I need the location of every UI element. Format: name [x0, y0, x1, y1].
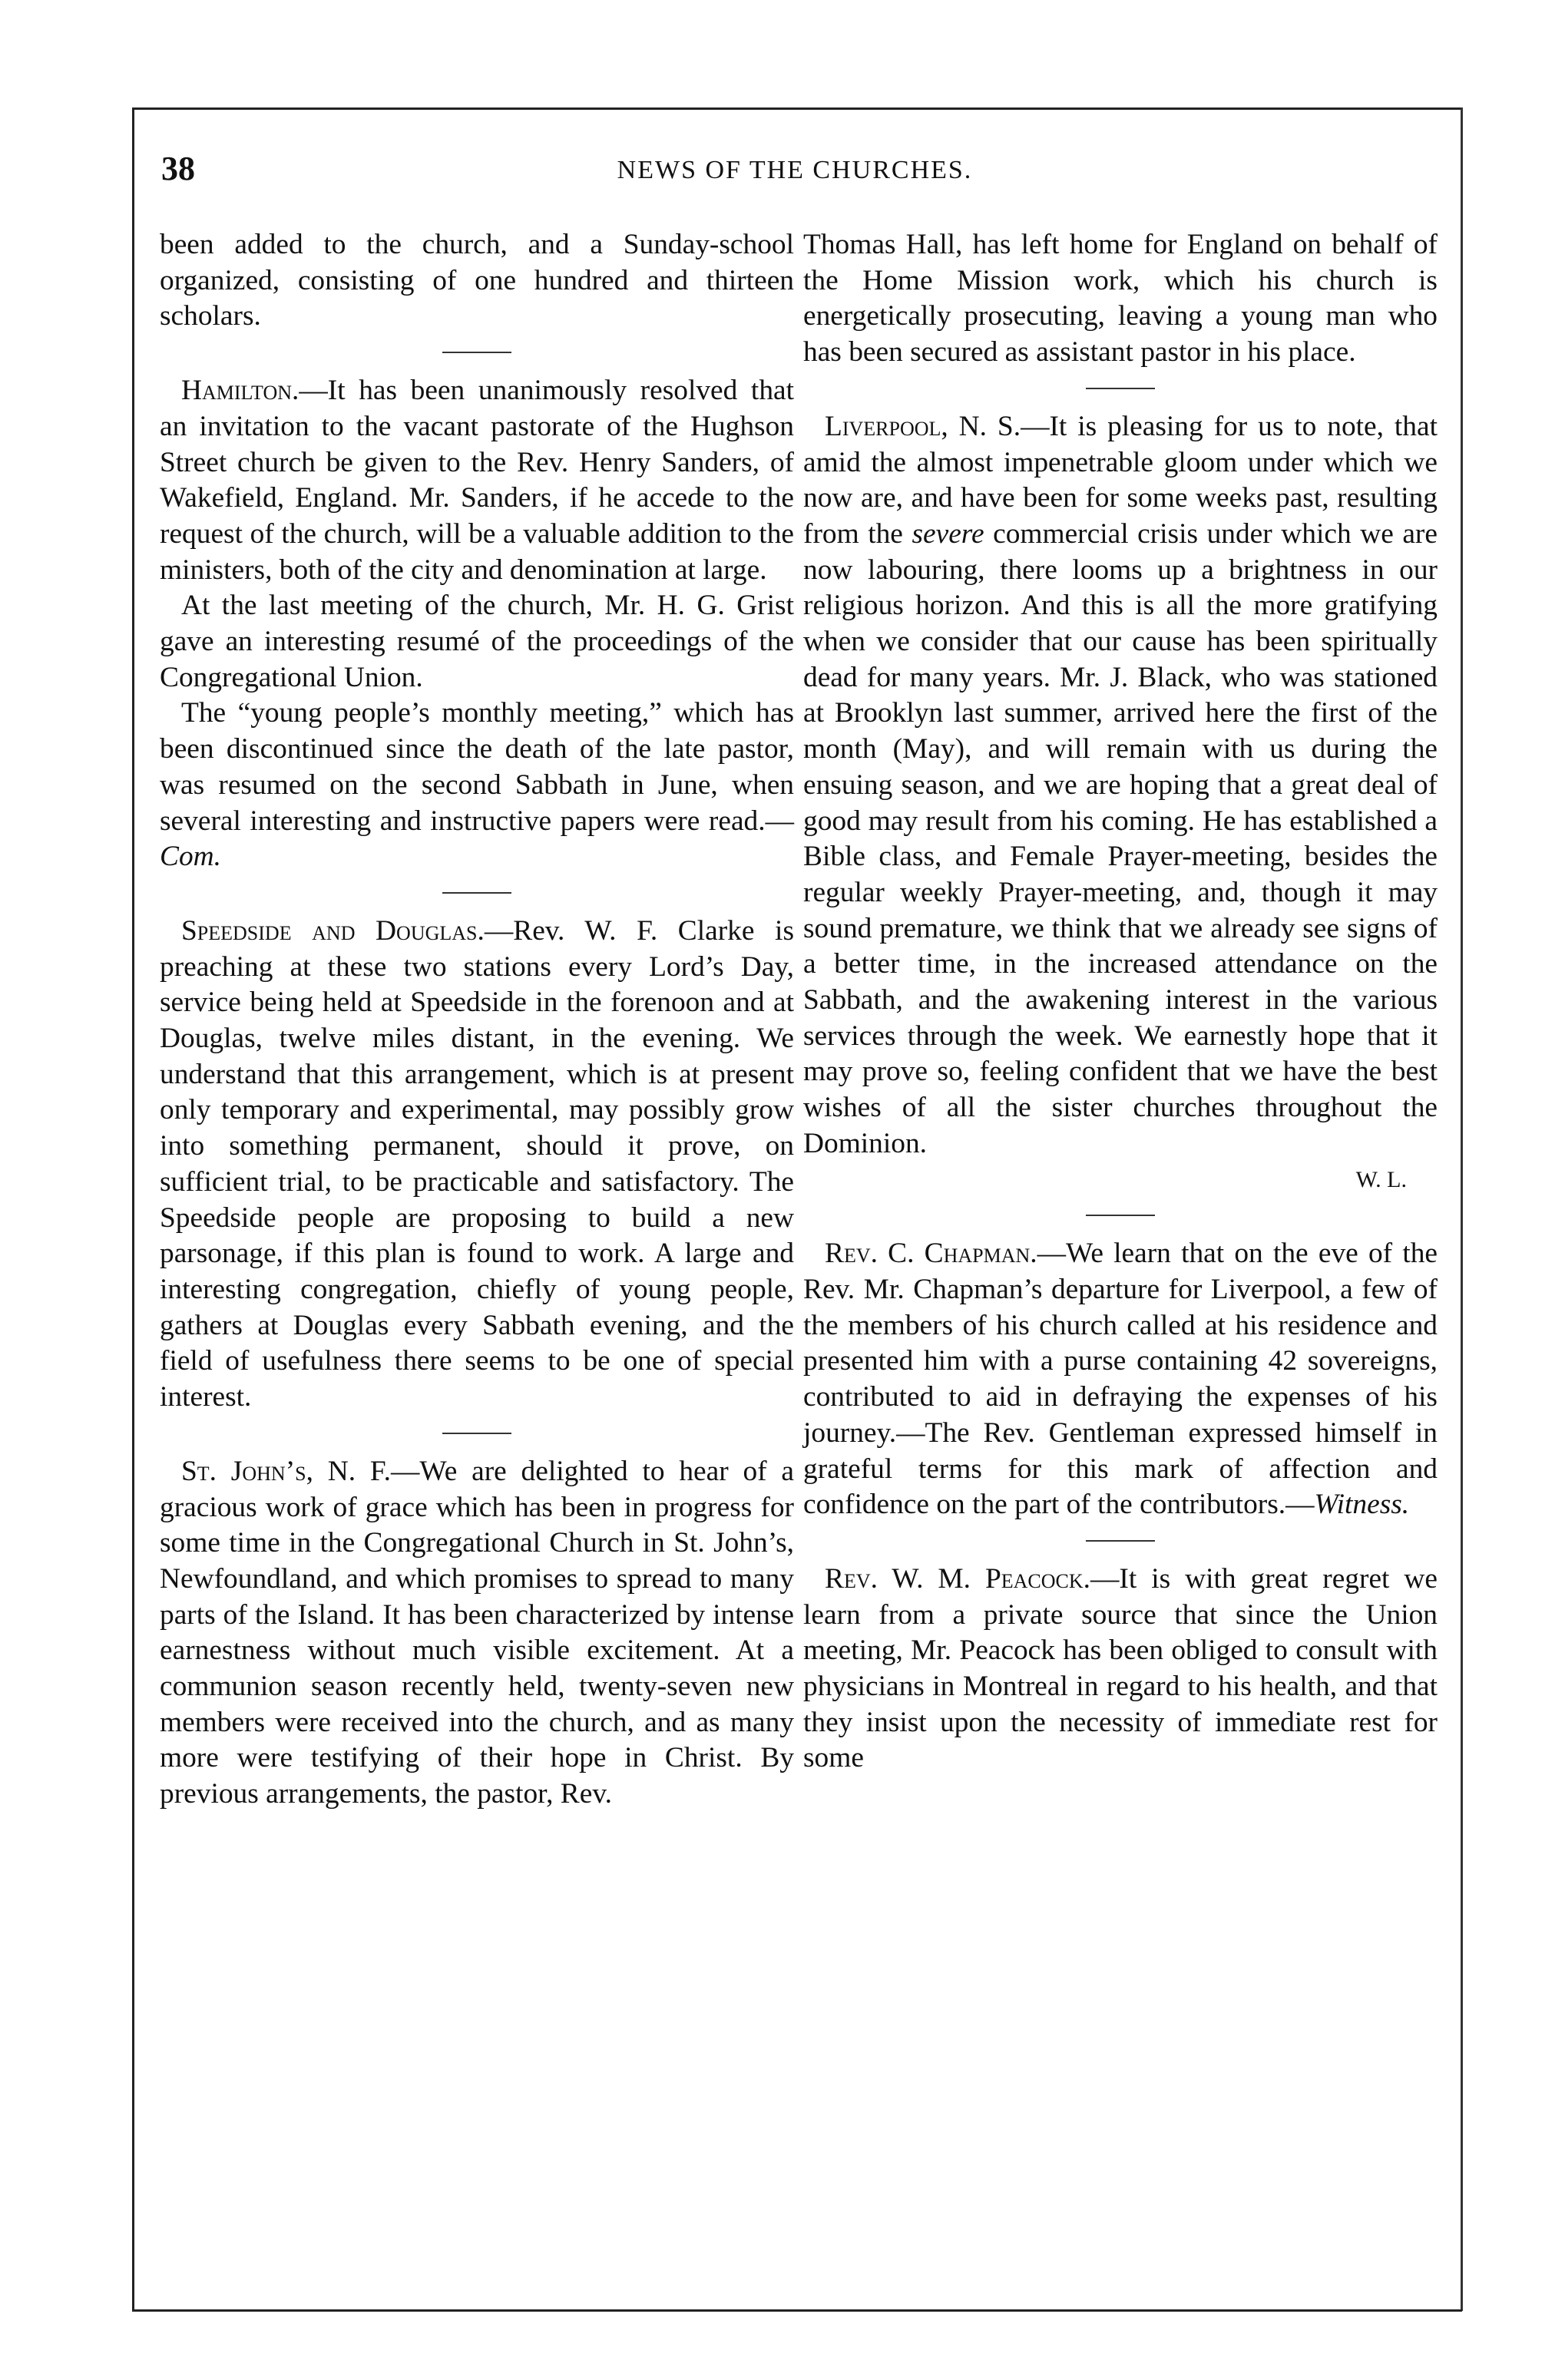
- peacock-heading: Rev. W. M. Peacock.: [825, 1562, 1091, 1595]
- page-border-right: [1461, 107, 1463, 2311]
- hamilton-source: Com.: [160, 841, 221, 873]
- hamilton-paragraph-3: [160, 696, 794, 875]
- left-column: [160, 227, 794, 1813]
- stjohns-paragraph: [160, 1454, 794, 1813]
- peacock-paragraph: [803, 1562, 1438, 1777]
- liverpool-signature: W. L.: [1355, 1166, 1407, 1192]
- chapman-text: —We learn that on the eve of the Rev. Mr. Chapman’s departure for Liverpool, a few of the members of his church called at his residence and presented him with a purse containing 42 sovereigns, contributed to aid in defraying the expenses of his journey.—The Rev. Gentleman expressed himself in grateful terms for this mark of affection and confidence on the part of the contributors.—: [803, 1238, 1438, 1521]
- hamilton-text-3: The “young people’s monthly meeting,” which has been discontinued since the death of the late pastor, was resumed on the second Sabbath in June, when several interesting and instructive papers were read.—: [160, 697, 794, 837]
- hamilton-text: —It has been unanimously resolved that an invitation to the vacant pastorate of the Hughson Street church be given to the Rev. Henry Sanders, of Wakefield, England. Mr. Sanders, if he accede to the request of the church, will be a valuable addition to the ministers, both of the city and denomination at large.: [160, 375, 794, 586]
- liverpool-emphasis: severe: [912, 517, 984, 550]
- page-border-left: [132, 107, 134, 2311]
- right-column: [803, 227, 1438, 1777]
- chapman-heading: Rev. C. Chapman.: [825, 1238, 1037, 1270]
- section-divider: [442, 352, 511, 353]
- hamilton-paragraph-2: At the last meeting of the church, Mr. H. G. Grist gave an interesting resumé of the proceedings of the Congregational Union.: [160, 590, 794, 693]
- section-divider: [1086, 1215, 1155, 1216]
- speedside-heading: Speedside and Douglas.: [181, 914, 485, 947]
- stjohns-heading: St. John’s, N. F.: [181, 1455, 392, 1487]
- section-divider: [442, 892, 511, 894]
- hamilton-paragraph: [160, 373, 794, 588]
- liverpool-heading: Liverpool, N. S.: [825, 410, 1021, 442]
- liverpool-text-a: —It is pleasing for us to note, that amid the almost impenetrable gloom under which we now are, and have been for some weeks past, resulting from the: [803, 410, 1438, 550]
- chapman-source: Witness.: [1314, 1489, 1410, 1521]
- section-divider: [1086, 388, 1155, 389]
- liverpool-text-b: commercial crisis under which we are now labouring, there looms up a brightness in our religious horizon. And this is all the more gratifying when we consider that our cause has been spiritually dead for many years. Mr. J. Black, who was stationed at Brooklyn last summer, arrived here the first of the month (May), and will remain with us during the ensuing season, and we are hoping that a great deal of good may result from his coming. He has established a Bible class, and Female Prayer-meeting, besides the regular weekly Prayer-meeting, and, though it may sound premature, we think that we already see signs of a better time, in the increased attendance on the Sabbath, and the awakening interest in the various services through the week. We earnestly hope that it may prove so, feeling confident that we have the best wishes of all the sister churches throughout the Dominion.: [803, 517, 1438, 1159]
- peacock-text: —It is with great regret we learn from a private source that since the Union meeting, Mr. Peacock has been obliged to consult with physicians in Montreal in regard to his health, and that they insist upon the necessity of immediate rest for some: [803, 1562, 1438, 1774]
- continued-paragraph: Thomas Hall, has left home for England on behalf of the Home Mission work, which his church is energetically prosecuting, leaving a young man who has been secured as assistant pastor in his place.: [803, 229, 1438, 369]
- chapman-paragraph: [803, 1236, 1438, 1523]
- stjohns-text: —We are delighted to hear of a gracious work of grace which has been in progress for some time in the Congregational Church in St. John’s, Newfoundland, and which promises to spread to many parts of the Island. It has been characterized by intense earnestness without much visible excitement. At a communion season recently held, twenty-seven new members were received into the church, and as many more were testifying of their hope in Christ. By previous arrangements, the pastor, Rev.: [160, 1455, 794, 1810]
- speedside-text: —Rev. W. F. Clarke is preaching at these two stations every Lord’s Day, service being held at Speedside in the forenoon and at Douglas, twelve miles distant, in the evening. We understand that this arrangement, which is at present only temporary and experimental, may possibly grow into something permanent, should it prove, on sufficient trial, to be practicable and satisfactory. The Speedside people are proposing to build a new parsonage, if this plan is found to work. A large and interesting congregation, chiefly of young people, gathers at Douglas every Sabbath evening, and the field of usefulness there seems to be one of special interest.: [160, 914, 794, 1413]
- page-number: 38: [161, 150, 195, 187]
- running-title: NEWS OF THE CHURCHES.: [617, 156, 973, 184]
- page-border-top: [132, 107, 1462, 110]
- page-border-bottom: [132, 2309, 1462, 2312]
- section-divider: [442, 1433, 511, 1434]
- section-divider: [1086, 1540, 1155, 1542]
- continued-paragraph: been added to the church, and a Sunday-school organized, consisting of one hundred and thirteen scholars.: [160, 229, 794, 332]
- liverpool-paragraph: [803, 409, 1438, 1162]
- running-head: [154, 147, 1436, 193]
- speedside-paragraph: [160, 914, 794, 1416]
- hamilton-heading: Hamilton.: [181, 375, 299, 407]
